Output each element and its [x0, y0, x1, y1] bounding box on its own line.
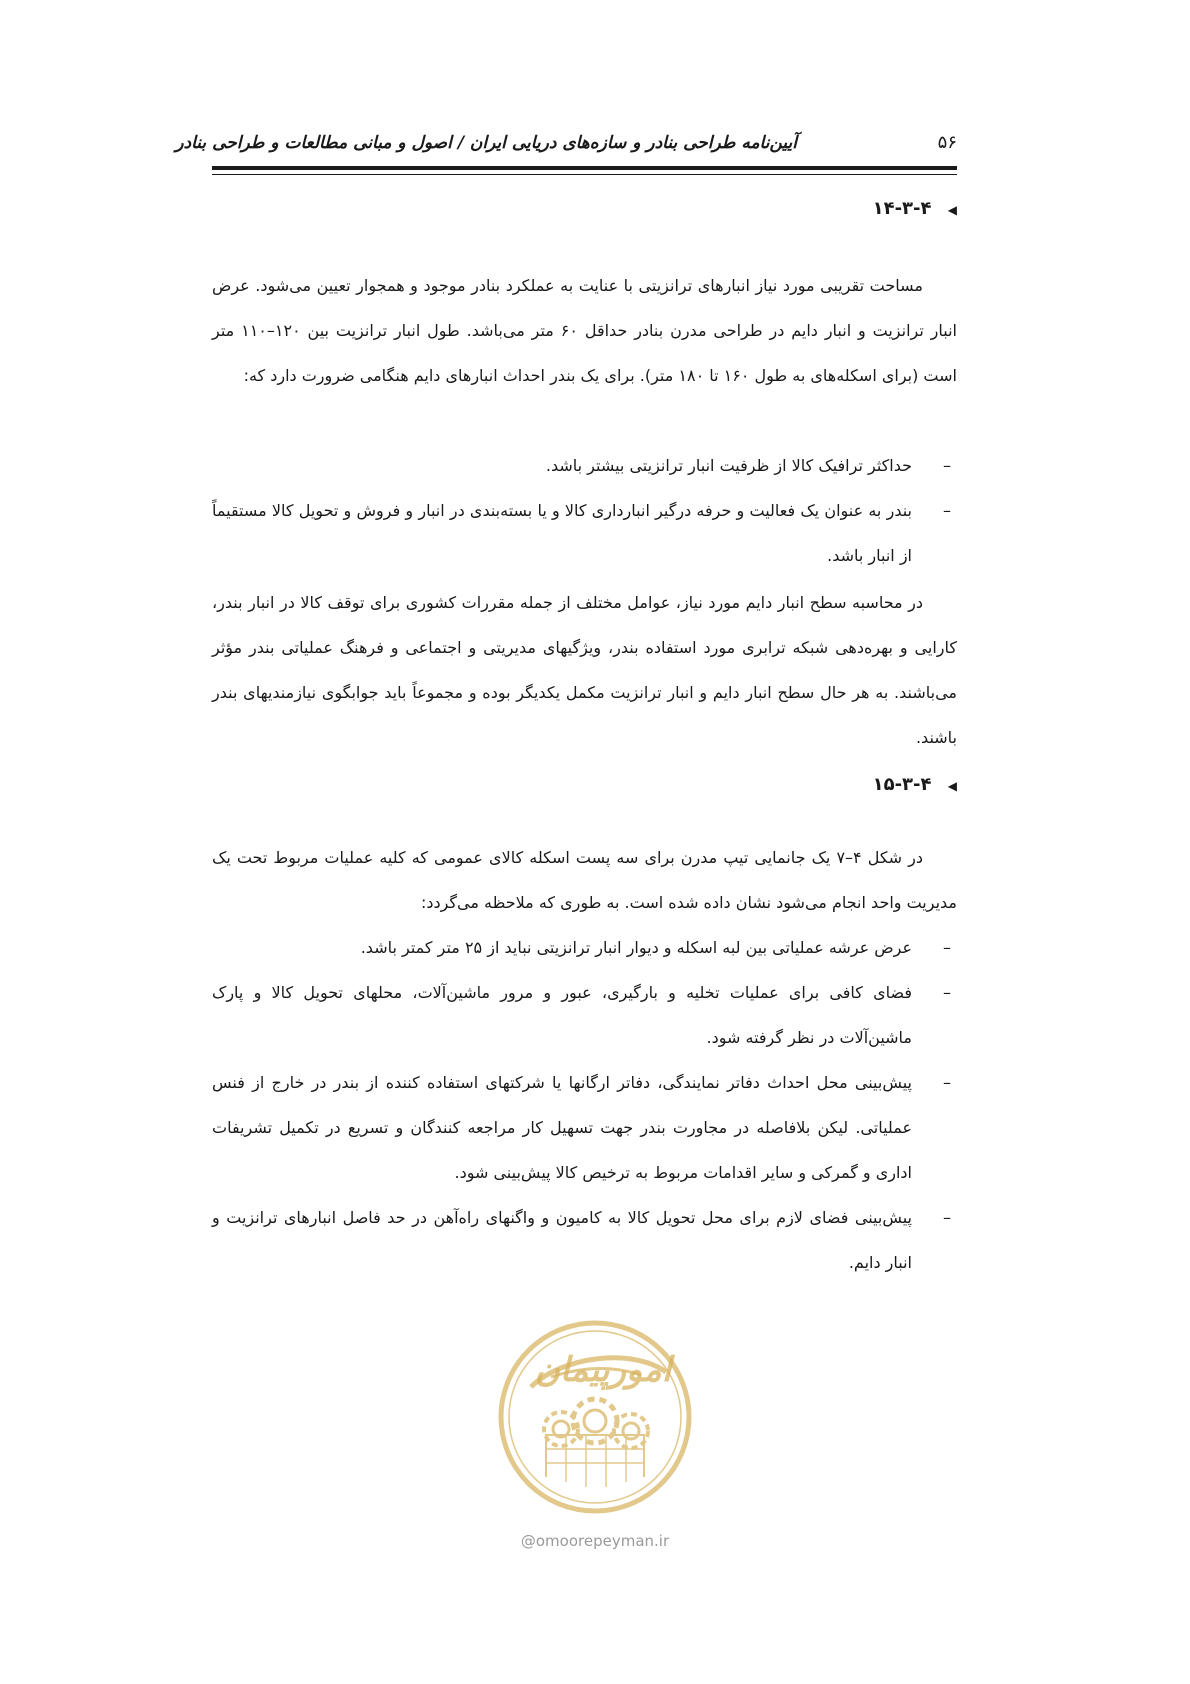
list-item-text: پیش‌بینی محل احداث دفاتر نمایندگی، دفاتر ارگانها یا شرکتهای استفاده کننده از بندر در خارج از فنس عملیاتی. لیکن بلافاصله در مجاورت بندر جهت تسهیل کار مراجعه کنندگان و تسریع در تکمیل تشریفات اداری و گمرکی و سایر اقدامات مربوط به ترخیص کالا پیش‌بینی شود.: [212, 1073, 912, 1182]
section-heading: [873, 774, 957, 795]
list-item-text: بندر به عنوان یک فعالیت و حرفه درگیر انبارداری کالا و یا بسته‌بندی در انبار و فروش و تحویل کالا مستقیماً از انبار باشد.: [212, 501, 912, 565]
list-item-text: حداکثر ترافیک کالا از ظرفیت انبار ترانزیتی بیشتر باشد.: [545, 456, 912, 475]
section-number: ۱۵-۳-۴: [872, 774, 932, 795]
section-heading: [873, 198, 957, 219]
bullet-dash: –: [943, 983, 951, 1002]
list-item-text: پیش‌بینی فضای لازم برای محل تحویل کالا به کامیون و واگنهای راه‌آهن در حد فاصل انبارهای ترانزیت و انبار دایم.: [212, 1208, 912, 1272]
bullet-dash: –: [943, 456, 951, 475]
bullet-dash: –: [943, 1073, 951, 1092]
section-number: ۱۴-۳-۴: [872, 198, 932, 219]
watermark-url: @omoorepeyman.ir: [520, 1532, 670, 1550]
section-marker-icon: ◀: [947, 203, 957, 217]
paragraph: در محاسبه سطح انبار دایم مورد نیاز، عوامل مختلف از جمله مقررات کشوری برای توقف کالا در انبار بندر، کارایی و بهره‌دهی شبکه ترابری مورد استفاده بندر، ویژگیهای مدیریتی و اجتماعی و فرهنگ عملیاتی بندر مؤثر می‌باشند. به هر حال سطح انبار دایم و انبار ترانزیت مکمل یکدیگر بوده و مجموعاً باید جوابگوی نیازمندیهای بندر باشند.: [212, 593, 957, 747]
list-item: [212, 488, 957, 578]
page-number: ۵۶: [937, 132, 957, 153]
list-item-text: فضای کافی برای عملیات تخلیه و بارگیری، عبور و مرور ماشین‌آلات، محلهای تحویل کالا و پارک ماشین‌آلات در نظر گرفته شود.: [212, 983, 912, 1047]
list-item: [212, 1195, 957, 1285]
list-item: [212, 970, 957, 1060]
running-title: آیین‌نامه طراحی بنادر و سازه‌های دریایی ایران / اصول و مبانی مطالعات و طراحی بنادر: [175, 133, 797, 153]
watermark-logo-icon: [491, 1317, 699, 1517]
list-item: [212, 1060, 957, 1195]
paragraph: در شکل ۴–۷ یک جانمایی تیپ مدرن برای سه پست اسکله کالای عمومی که کلیه عملیات مربوط تحت یک مدیریت واحد انجام می‌شود نشان داده شده است. به طوری که ملاحظه می‌گردد:: [212, 848, 957, 912]
list-item: [212, 925, 957, 970]
watermark-logo-text: امورپیمان: [534, 1350, 672, 1390]
bullet-dash: –: [943, 501, 951, 520]
section-marker-icon: ◀: [947, 779, 957, 793]
bullet-dash: –: [943, 1208, 951, 1227]
list-item: [212, 443, 957, 488]
paragraph: مساحت تقریبی مورد نیاز انبارهای ترانزیتی با عنایت به عملکرد بنادر موجود و همجوار تعیین می‌شود. عرض انبار ترانزیت و انبار دایم در طراحی مدرن بنادر حداقل ۶۰ متر می‌باشد. طول انبار ترانزیت بین ۱۲۰–۱۱۰ متر است (برای اسکله‌های به طول ۱۶۰ تا ۱۸۰ متر). برای یک بندر احداث انبارهای دایم هنگامی ضرورت دارد که:: [212, 276, 958, 385]
header-rule-thin: [212, 174, 957, 175]
header-rule-thick: [212, 166, 957, 170]
page-header: [175, 128, 957, 160]
bullet-dash: –: [943, 938, 951, 957]
list-item-text: عرض عرشه عملیاتی بین لبه اسکله و دیوار انبار ترانزیتی نباید از ۲۵ متر کمتر باشد.: [360, 938, 912, 957]
